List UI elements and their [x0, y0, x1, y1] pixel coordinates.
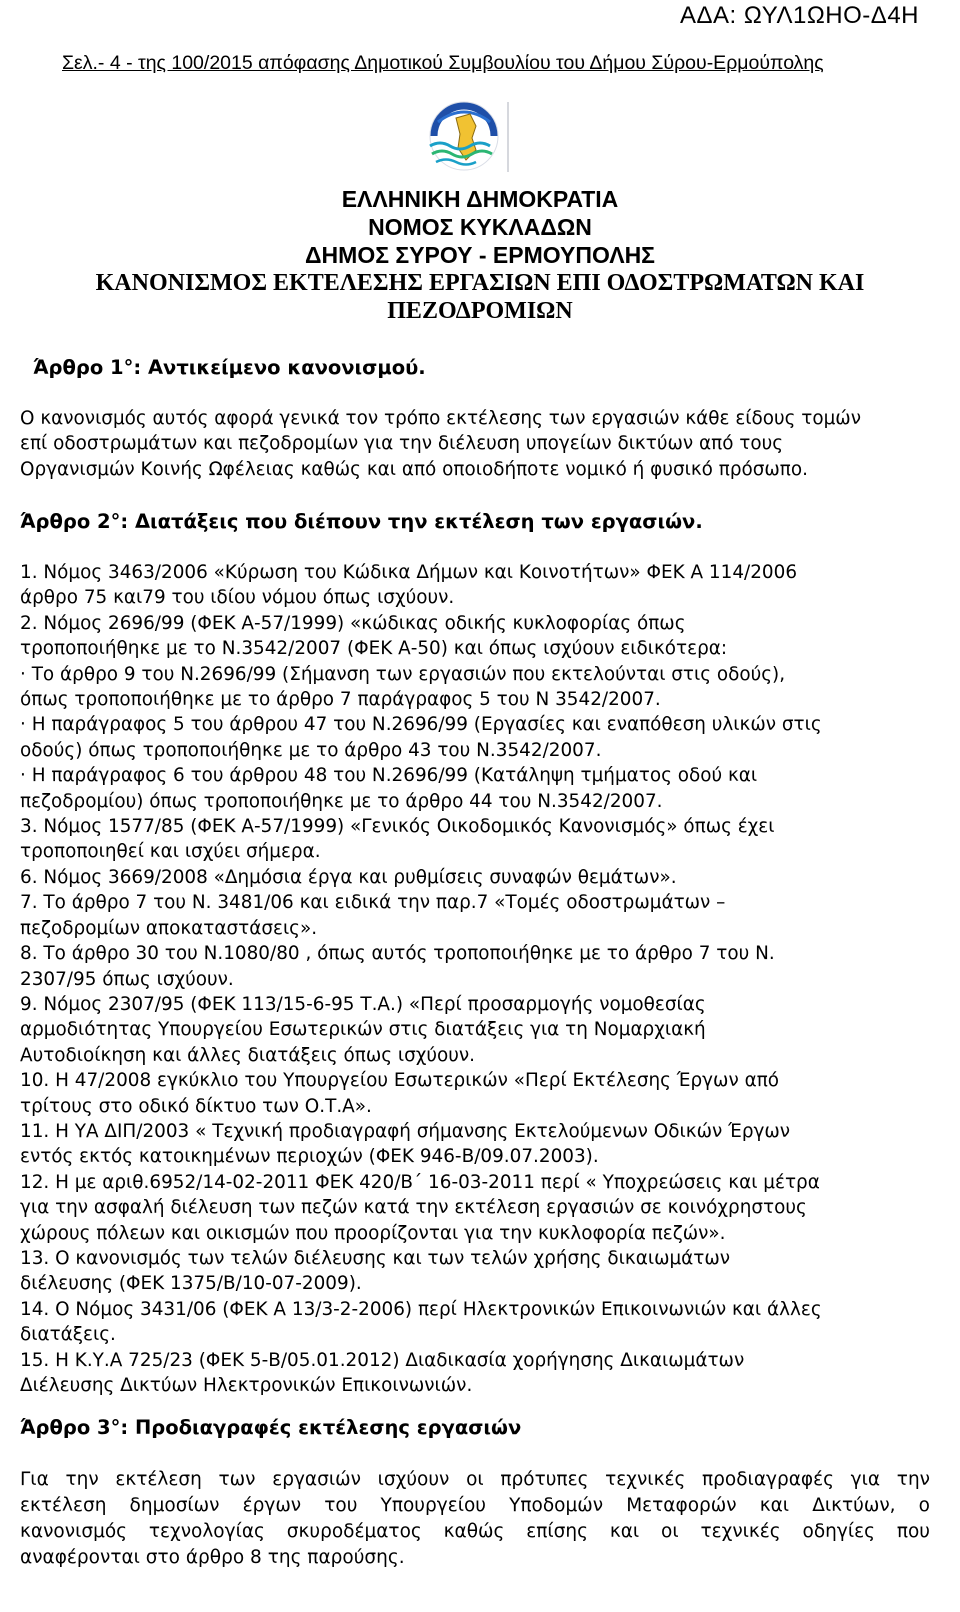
heading-republic: ΕΛΛΗΝΙΚΗ ΔΗΜΟΚΡΑΤΙΑ: [341, 186, 619, 212]
article-3-heading: Άρθρο 3°: Προδιαγραφές εκτέλεσης εργασιών: [20, 1416, 522, 1439]
list-item-line: · Το άρθρο 9 του Ν.2696/99 (Σήμανση των εργασιών που εκτελούνται στις οδούς),: [20, 663, 786, 685]
article-2-heading: Άρθρο 2°: Διατάξεις που διέπουν την εκτέλεση των εργασιών.: [20, 510, 703, 533]
list-item-line: πεζοδρομίου) όπως τροποποιήθηκε με το άρθρο 44 του Ν.3542/2007.: [20, 790, 663, 812]
text-line: αναφέρονται στο άρθρο 8 της παρούσης.: [20, 1547, 405, 1568]
list-item-line: · Η παράγραφος 6 του άρθρου 48 του Ν.2696/99 (Κατάληψη τμήματος οδού και: [20, 765, 758, 787]
list-item-line: Αυτοδιοίκηση και άλλες διατάξεις όπως ισχύουν.: [20, 1044, 476, 1066]
list-item-line: · Η παράγραφος 5 του άρθρου 47 του Ν.2696/99 (Εργασίες και εναπόθεση υλικών στις: [20, 714, 822, 736]
list-item-line: 3. Νόμος 1577/85 (ΦΕΚ Α-57/1999) «Γενικός Οικοδομικός Κανονισμός» όπως έχει: [20, 816, 775, 838]
list-item-line: 8. Το άρθρο 30 του Ν.1080/80 , όπως αυτός τροποποιήθηκε με το άρθρο 7 του Ν.: [20, 943, 775, 965]
text-line: Ο κανονισμός αυτός αφορά γενικά τον τρόπο εκτέλεσης των εργασιών κάθε είδους τομών: [20, 408, 861, 429]
list-item-line: 7. Το άρθρο 7 του Ν. 3481/06 και ειδικά την παρ.7 «Τομές οδοστρωμάτων –: [20, 892, 726, 914]
list-item-line: 15. Η Κ.Υ.Α 725/23 (ΦΕΚ 5-Β/05.01.2012) Διαδικασία χορήγησης Δικαιωμάτων: [20, 1349, 745, 1371]
article-1-heading: Άρθρο 1°: Αντικείμενο κανονισμού.: [33, 356, 426, 379]
list-item-line: τροποποιηθεί και ισχύει σήμερα.: [20, 841, 321, 863]
list-item-line: αρμοδιότητας Υπουργείου Εσωτερικών στις διατάξεις για τη Νομαρχιακή: [20, 1019, 706, 1041]
list-item-line: χώρους πόλεων και οικισμών που προορίζονται για την κυκλοφορία πεζών».: [20, 1222, 726, 1244]
list-item-line: διατάξεις.: [20, 1324, 116, 1346]
list-item-line: 14. Ο Νόμος 3431/06 (ΦΕΚ Α 13/3-2-2006) περί Ηλεκτρονικών Επικοινωνιών και άλλες: [20, 1298, 822, 1320]
article-2-list: [20, 560, 935, 1398]
text-line: επί οδοστρωμάτων και πεζοδρομίων για την διέλευση υπογείων δικτύων από τους: [20, 433, 784, 455]
title-line-1: ΚΑΝΟΝΙΣΜΟΣ ΕΚΤΕΛΕΣΗΣ ΕΡΓΑΣΙΩΝ ΕΠΙ ΟΔΟΣΤΡΩΜΑΤΩΝ ΚΑΙ: [95, 270, 865, 296]
list-item-line: 11. Η ΥΑ ΔΙΠ/2003 « Τεχνική προδιαγραφή σήμανσης Εκτελούμενων Οδικών Έργων: [20, 1120, 791, 1142]
heading-municipality: ΔΗΜΟΣ ΣΥΡΟΥ - ΕΡΜΟΥΠΟΛΗΣ: [305, 242, 655, 268]
list-item-line: διέλευσης (ΦΕΚ 1375/Β/10-07-2009).: [20, 1273, 362, 1295]
text-line: Οργανισμών Κοινής Ωφέλειας καθώς και από οποιοδήποτε νομικό ή φυσικό πρόσωπο.: [20, 458, 808, 480]
text-line: Για την εκτέλεση των εργασιών ισχύουν οι πρότυπες τεχνικές προδιαγραφές για την: [20, 1469, 930, 1490]
article-3-text: [20, 1467, 930, 1571]
text-line: εκτέλεση δημοσίων έργων του Υπουργείου Υποδομών Μεταφορών και Δικτύων, ο: [20, 1495, 930, 1516]
page-header: Σελ.- 4 - της 100/2015 απόφασης Δημοτικού Συμβουλίου του Δήμου Σύρου-Ερμούπολης: [62, 52, 824, 74]
list-item-line: 6. Νόμος 3669/2008 «Δημόσια έργα και ρυθμίσεις συναφών θεμάτων».: [20, 866, 677, 888]
list-item-line: 1. Νόμος 3463/2006 «Κύρωση του Κώδικα Δήμων και Κοινοτήτων» ΦΕΚ Α 114/2006: [20, 562, 798, 583]
list-item-line: τρίτους στο οδικό δίκτυο των Ο.Τ.Α».: [20, 1095, 372, 1117]
list-item-line: 10. Η 47/2008 εγκύκλιο του Υπουργείου Εσωτερικών «Περί Εκτέλεσης Έργων από: [20, 1070, 780, 1092]
title-line-2: ΠΕΖΟΔΡΟΜΙΩΝ: [387, 298, 573, 324]
ada-code: ΑΔΑ: ΩΥΛ1ΩΗΟ-Δ4Η: [679, 2, 919, 29]
municipality-logo-icon: [426, 100, 518, 178]
list-item-line: 12. Η με αριθ.6952/14-02-2011 ΦΕΚ 420/Β΄ 16-03-2011 περί « Υποχρεώσεις και μέτρα: [20, 1171, 820, 1193]
list-item-line: Διέλευσης Δικτύων Ηλεκτρονικών Επικοινωνιών.: [20, 1375, 473, 1396]
list-item-line: 13. Ο κανονισμός των τελών διέλευσης και των τελών χρήσης δικαιωμάτων: [20, 1247, 731, 1269]
list-item-line: 2. Νόμος 2696/99 (ΦΕΚ Α-57/1999) «κώδικας οδικής κυκλοφορίας όπως: [20, 612, 686, 634]
list-item-line: όπως τροποποιήθηκε με το άρθρο 7 παράγραφος 5 του Ν 3542/2007.: [20, 689, 661, 711]
heading-prefecture: ΝΟΜΟΣ ΚΥΚΛΑΔΩΝ: [368, 214, 592, 240]
list-item-line: εντός εκτός κατοικημένων περιοχών (ΦΕΚ 946-Β/09.07.2003).: [20, 1146, 599, 1168]
article-1-text: [20, 406, 935, 482]
list-item-line: οδούς) όπως τροποποιήθηκε με το άρθρο 43 του Ν.3542/2007.: [20, 739, 602, 761]
list-item-line: τροποποιήθηκε με το Ν.3542/2007 (ΦΕΚ Α-50) και όπως ισχύουν ειδικότερα:: [20, 638, 728, 660]
list-item-line: πεζοδρομίων αποκαταστάσεις».: [20, 917, 318, 939]
text-line: κανονισμός τεχνολογίας σκυροδέματος καθώς επίσης και οι τεχνικές οδηγίες που: [20, 1521, 930, 1542]
list-item-line: 9. Νόμος 2307/95 (ΦΕΚ 113/15-6-95 Τ.Α.) «Περί προσαρμογής νομοθεσίας: [20, 993, 706, 1015]
list-item-line: 2307/95 όπως ισχύουν.: [20, 968, 234, 990]
list-item-line: για την ασφαλή διέλευση των πεζών κατά την εκτέλεση εργασιών σε κοινόχρηστους: [20, 1197, 807, 1219]
list-item-line: άρθρο 75 και79 του ιδίου νόμου όπως ισχύουν.: [20, 587, 455, 609]
